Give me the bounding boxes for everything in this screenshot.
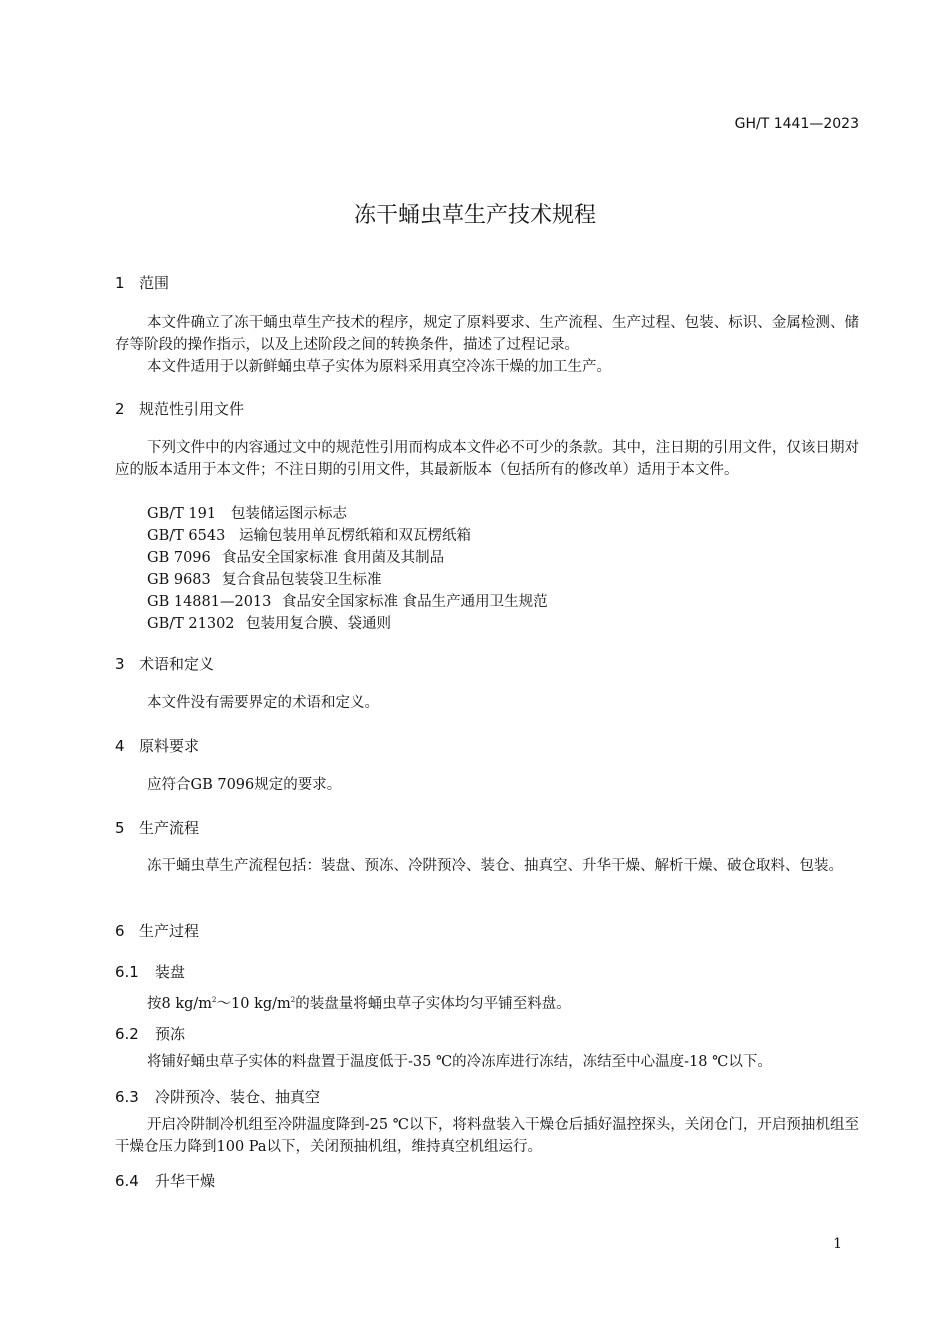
- reference-name: 运输包装用单瓦楞纸箱和双瓦楞纸箱: [239, 528, 471, 544]
- reference-item: [147, 590, 548, 611]
- subsection-6-4-heading: [115, 1170, 215, 1191]
- reference-item: [147, 546, 444, 567]
- standard-code: GH/T 1441—2023: [734, 116, 859, 132]
- text-fragment: 的装盘量将蛹虫草子实体均匀平铺至料盘。: [295, 996, 571, 1012]
- section-number: 4: [115, 737, 125, 755]
- section-title: 术语和定义: [139, 655, 215, 673]
- reference-code: GB/T 6543: [147, 528, 226, 544]
- section-number: 2: [115, 400, 125, 418]
- section-1-paragraph-2: 本文件适用于以新鲜蛹虫草子实体为原料采用真空冷冻干燥的加工生产。: [147, 359, 611, 375]
- reference-name: 食品安全国家标准 食用菌及其制品: [222, 550, 445, 566]
- reference-item: [147, 568, 382, 589]
- section-6-heading: [115, 920, 199, 941]
- page-number: 1: [833, 1236, 842, 1252]
- subsection-number: 6.3: [115, 1088, 139, 1106]
- reference-code: GB 9683: [147, 572, 211, 588]
- section-2-heading: [115, 398, 244, 419]
- document-title: 冻干蛹虫草生产技术规程: [353, 203, 596, 228]
- reference-name: 包装储运图示标志: [231, 506, 347, 522]
- section-1-heading: [115, 272, 169, 293]
- section-number: 1: [115, 274, 125, 292]
- reference-item: [147, 524, 471, 545]
- subsection-6-3-heading: [115, 1086, 320, 1107]
- subsection-6-3-paragraph: 开启冷阱制冷机组至冷阱温度降到-25 ℃以下，将料盘装入干燥仓后插好温控探头，关闭仓门，开启预抽机组至干燥仓压力降到100 Pa以下，关闭预抽机组，维持真空机组运行。: [115, 1117, 859, 1155]
- reference-name: 复合食品包装袋卫生标准: [222, 572, 382, 588]
- subsection-title: 装盘: [155, 963, 186, 981]
- text-fragment: ～10 kg/m: [216, 996, 291, 1012]
- subsection-title: 升华干燥: [155, 1172, 216, 1190]
- reference-item: [147, 612, 391, 633]
- section-number: 6: [115, 922, 125, 940]
- superscript: 2: [290, 996, 296, 1004]
- section-5-heading: [115, 817, 199, 838]
- reference-code: GB/T 191: [147, 506, 217, 522]
- subsection-number: 6.1: [115, 963, 139, 981]
- section-number: 5: [115, 819, 125, 837]
- subsection-6-1-paragraph: [147, 989, 571, 1015]
- section-3-paragraph-1: 本文件没有需要界定的术语和定义。: [147, 695, 379, 711]
- section-title: 生产过程: [139, 922, 200, 940]
- superscript: 2: [212, 996, 217, 1004]
- section-title: 规范性引用文件: [139, 400, 245, 418]
- subsection-number: 6.2: [115, 1025, 139, 1043]
- reference-code: GB/T 21302: [147, 616, 235, 632]
- section-4-heading: [115, 735, 199, 756]
- reference-name: 食品安全国家标准 食品生产通用卫生规范: [282, 594, 548, 610]
- section-title: 范围: [139, 274, 170, 292]
- subsection-title: 冷阱预冷、装仓、抽真空: [155, 1088, 321, 1106]
- text-fragment: 按8 kg/m: [147, 996, 213, 1012]
- section-title: 生产流程: [139, 819, 200, 837]
- reference-code: GB 7096: [147, 550, 211, 566]
- section-3-heading: [115, 653, 214, 674]
- section-1-paragraph-1: 本文件确立了冻干蛹虫草生产技术的程序，规定了原料要求、生产流程、生产过程、包装、标识、金属检测、储存等阶段的操作指示，以及上述阶段之间的转换条件，描述了过程记录。: [115, 315, 859, 353]
- section-number: 3: [115, 655, 125, 673]
- subsection-6-2-paragraph: 将铺好蛹虫草子实体的料盘置于温度低于-35 ℃的冷冻库进行冻结，冻结至中心温度-18 ℃以下。: [147, 1054, 772, 1070]
- subsection-6-2-heading: [115, 1023, 185, 1044]
- section-4-paragraph-1: 应符合GB 7096规定的要求。: [147, 777, 342, 793]
- subsection-title: 预冻: [155, 1025, 186, 1043]
- section-title: 原料要求: [139, 737, 200, 755]
- subsection-number: 6.4: [115, 1172, 139, 1190]
- section-2-paragraph-1: 下列文件中的内容通过文中的规范性引用而构成本文件必不可少的条款。其中，注日期的引用文件，仅该日期对应的版本适用于本文件；不注日期的引用文件，其最新版本（包括所有的修改单）适用于本文件。: [115, 440, 859, 478]
- reference-item: [147, 502, 347, 523]
- reference-name: 包装用复合膜、袋通则: [246, 616, 391, 632]
- subsection-6-1-heading: [115, 961, 185, 982]
- section-5-paragraph-1: 冻干蛹虫草生产流程包括：装盘、预冻、冷阱预冷、装仓、抽真空、升华干燥、解析干燥、破仓取料、包装。: [147, 858, 843, 874]
- reference-code: GB 14881—2013: [147, 594, 272, 610]
